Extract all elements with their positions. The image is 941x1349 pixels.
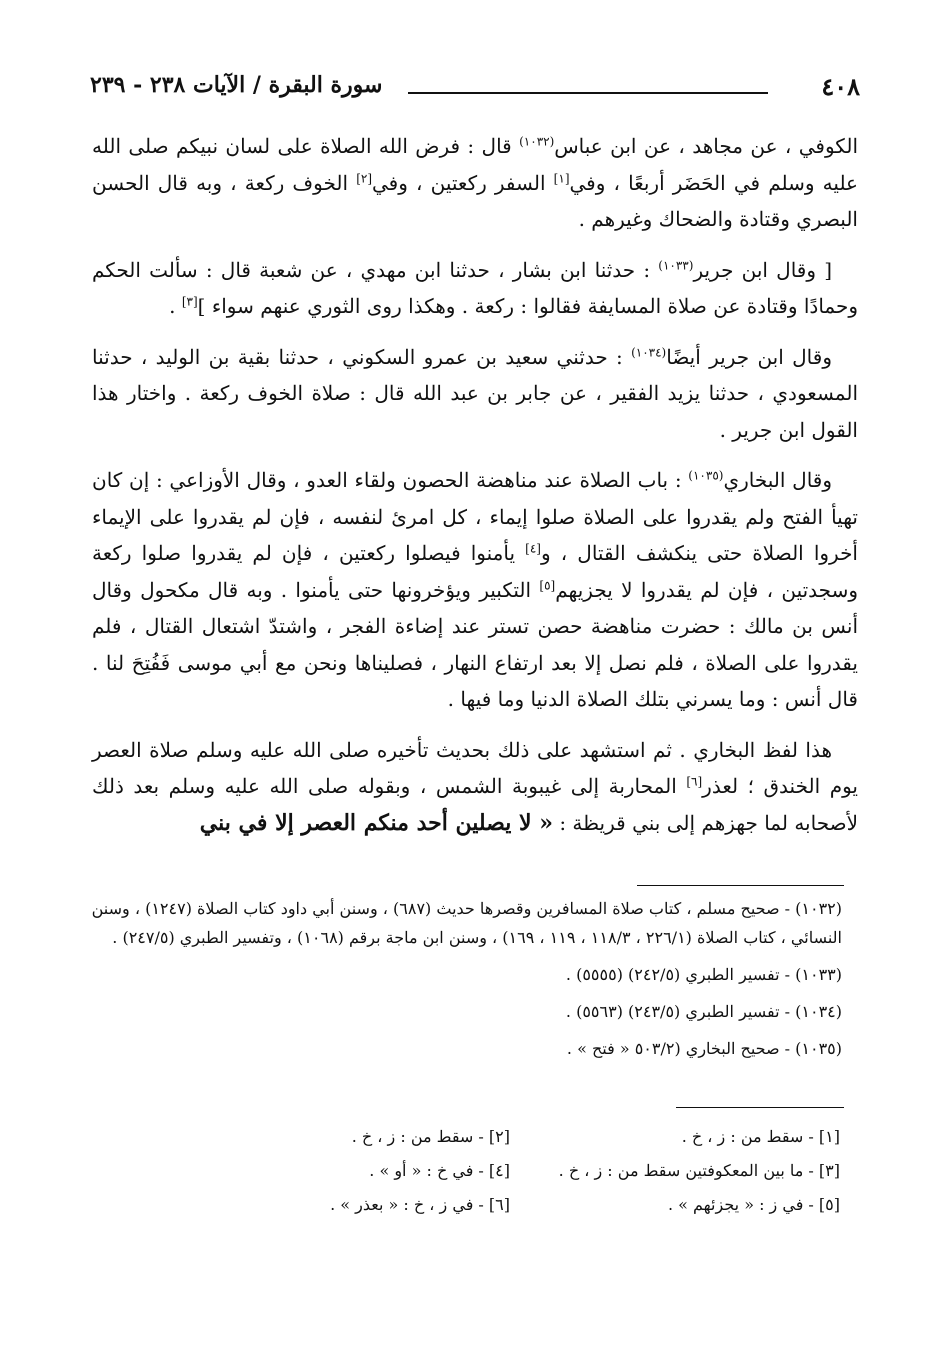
hadith-quote: « لا يصلين أحد منكم العصر إلا في بني — [199, 809, 553, 836]
footnote-1035: (١٠٣٥) - صحيح البخاري (٥٠٣/٢ « فتح » . — [566, 1039, 842, 1058]
header-rule — [408, 92, 768, 94]
page-number: ٤٠٨ — [821, 72, 860, 101]
body-text — [92, 128, 858, 855]
page-header — [90, 70, 860, 110]
variant-note-2: [٢] - سقط من : ز ، خ . — [351, 1127, 510, 1146]
footnotes-divider — [637, 885, 844, 886]
footnotes — [88, 894, 842, 1071]
manuscript-variants — [180, 1123, 840, 1219]
footnote-1033: (١٠٣٣) - تفسير الطبري (٢٤٢/٥) (٥٥٥٥) . — [565, 965, 842, 984]
paragraph-3: وقال ابن جرير أيضًا$^{(١٠٣٤)}$ : حدثني سعيد بن عمرو السكوني ، حدثنا بقية بن الوليد ، حدثنا المسعودي ، حدثنا يزيد الفقير ، عن جابر بن عبد الله قال : صلاة الخوف ركعة . واختار هذا القول ابن جرير . — [92, 344, 858, 442]
footnote-ref: (١٠٣٤) — [631, 344, 667, 359]
variant-ref: [١] — [553, 170, 570, 185]
footnote-1034: (١٠٣٤) - تفسير الطبري (٢٤٣/٥) (٥٥٦٣) . — [565, 1002, 842, 1021]
variant-ref: [٣] — [181, 294, 198, 309]
footnote-1032: (١٠٣٢) - صحيح مسلم ، كتاب صلاة المسافرين وقصرها حديث (٦٨٧) ، وسنن أبي داود كتاب الصلاة (١٢٤٧) ، وسنن النسائي ، كتاب الصلاة (٢٢٦/١ ، ١١٨/٣ ، ١١٩ ، ١٦٩) ، وسنن ابن ماجة برقم (١٠٦٨) ، وتفسير الطبري (٢٤٧/٥) . — [91, 899, 842, 947]
variant-note-3: [٣] - ما بين المعكوفتين سقط من : ز ، خ . — [558, 1161, 840, 1180]
running-title: سورة البقرة / الآيات ٢٣٨ - ٢٣٩ — [90, 72, 383, 98]
footnote-ref: (١٠٣٥) — [688, 468, 724, 483]
variant-note-5: [٥] - في ز : « يجزئهم » . — [667, 1195, 840, 1214]
footnote-ref: (١٠٣٢) — [519, 134, 555, 149]
paragraph-4: وقال البخاري$^{(١٠٣٥)}$ : باب الصلاة عند مناهضة الحصون ولقاء العدو ، وقال الأوزاعي : إن كان تهيأ الفتح ولم يقدروا على الصلاة صلوا إيماء ، كل امرئ لنفسه ، فإن لم يقدروا على الإيماء أخروا الصلاة حتى ينكشف القتال ، و[٤] يأمنوا فيصلوا ركعتين ، فإن لم يقدروا صلوا ركعة وسجدتين ، فإن لم يقدروا لا يجزيهم[٥] التكبير ويؤخرونها حتى يأمنوا . وبه قال مكحول وقال أنس بن مالك : حضرت مناهضة حصن تستر عند إضاءة الفجر ، واشتدّ اشتعال القتال ، فلم يقدروا على الصلاة ، فلم نصل إلا بعد ارتفاع النهار ، فصليناها ونحن مع أبي موسى فَفُتِحَ لنا . قال أنس : وما يسرني بتلك الصلاة الدنيا وما فيها . — [92, 468, 858, 711]
variant-ref: [٤] — [525, 541, 541, 556]
footnote-ref: (١٠٣٣) — [658, 257, 694, 272]
variant-note-6: [٦] - في ز ، خ : « بعذر » . — [330, 1195, 510, 1214]
paragraph-1: الكوفي ، عن مجاهد ، عن ابن عباس$^{(١٠٣٢)}$ قال : فرض الله الصلاة على لسان نبيكم صلى الله عليه وسلم في الحَضَر أربعًا ، وفي[١] السفر ركعتين ، وفي[٢] الخوف ركعة ، وبه قال الحسن البصري وقتادة والضحاك وغيرهم . — [92, 134, 858, 231]
variant-note-1: [١] - سقط من : ز ، خ . — [681, 1127, 840, 1146]
variants-divider — [676, 1107, 844, 1108]
variant-ref: [٥] — [539, 577, 556, 592]
variant-ref: [٦] — [686, 774, 703, 789]
variant-ref: [٢] — [356, 170, 373, 185]
paragraph-5: هذا لفظ البخاري . ثم استشهد على ذلك بحديث تأخيره صلى الله عليه وسلم صلاة العصر يوم الخندق ؛ لعذر[٦] المحاربة إلى غيبوبة الشمس ، وبقوله صلى الله عليه وسلم بعد ذلك لأصحابه لما جهزهم إلى بني قريظة : « لا يصلين أحد منكم العصر إلا في بني — [92, 737, 858, 836]
variant-note-4: [٤] - في خ : « أو » . — [369, 1161, 510, 1180]
paragraph-2: [ وقال ابن جرير$^{(١٠٣٣)}$ : حدثنا ابن بشار ، حدثنا ابن مهدي ، عن شعبة قال : سألت الحكم وحمادًا وقتادة عن صلاة المسايفة فقالوا : ركعة . وهكذا روى الثوري عنهم سواء ][٣] . — [92, 257, 858, 318]
